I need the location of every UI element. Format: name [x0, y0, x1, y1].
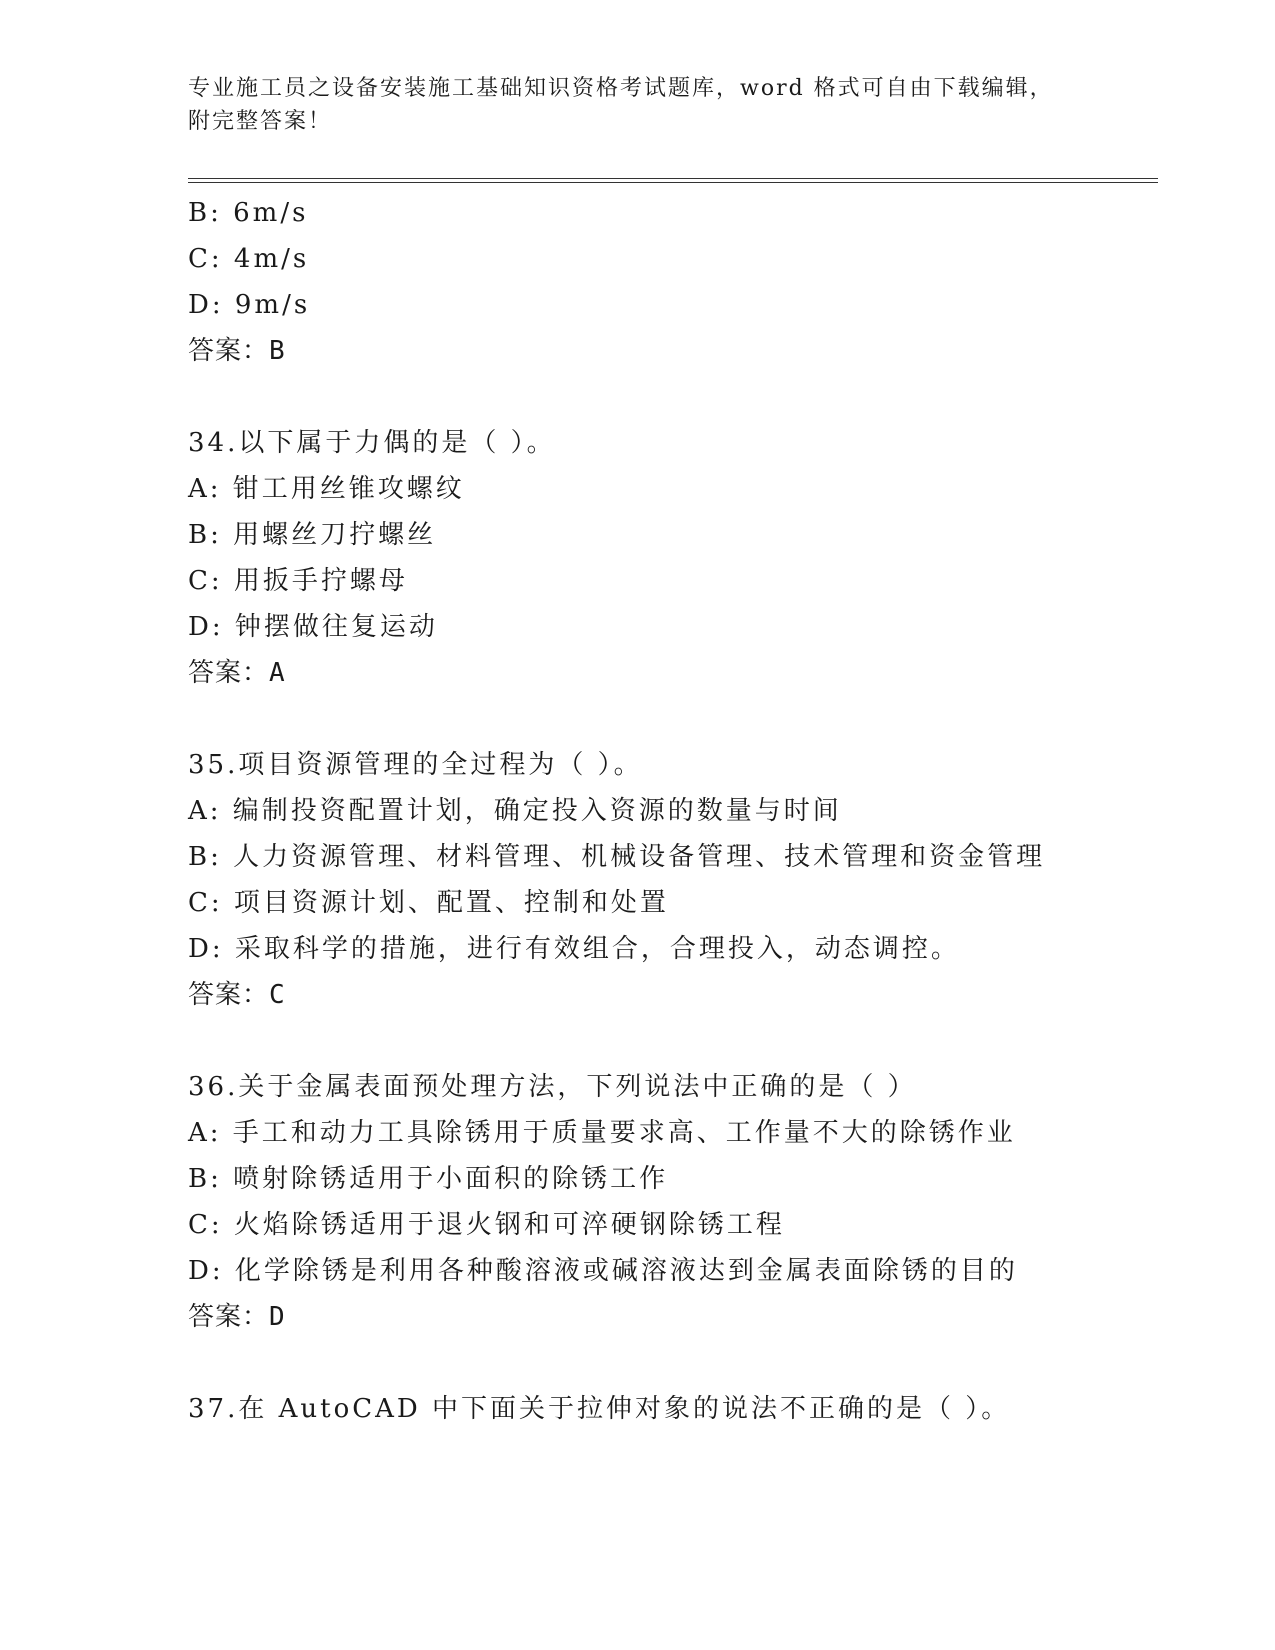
option-a: A: 钳工用丝锥攻螺纹: [188, 474, 465, 504]
answer-line: [188, 1294, 1188, 1340]
header-double-rule: [188, 178, 1158, 183]
option-c: C: 用扳手拧螺母: [188, 566, 408, 596]
question-stem: 35.项目资源管理的全过程为（ ）。: [188, 750, 643, 780]
answer-label: 答案：: [188, 658, 270, 688]
answer-line: [188, 972, 1188, 1018]
answer-value: B: [269, 336, 286, 366]
answer-value: D: [269, 1302, 286, 1332]
question-stem: 34.以下属于力偶的是（ ）。: [188, 428, 556, 458]
option-b: B: 喷射除锈适用于小面积的除锈工作: [188, 1164, 669, 1194]
question-37: [188, 1386, 1188, 1432]
answer-value: C: [269, 980, 286, 1010]
option-d: D: 化学除锈是利用各种酸溶液或碱溶液达到金属表面除锈的目的: [188, 1256, 1018, 1286]
answer-line: [188, 650, 1188, 696]
option-d: D: 钟摆做往复运动: [188, 612, 438, 642]
answer-label: 答案：: [188, 336, 270, 366]
option-a: A: 编制投资配置计划，确定投入资源的数量与时间: [188, 796, 842, 826]
document-body: [188, 190, 1188, 1432]
question-stem: 37.在 AutoCAD 中下面关于拉伸对象的说法不正确的是（ ）。: [188, 1394, 1011, 1424]
question-36: [188, 1064, 1188, 1340]
option-b: B: 6m/s: [188, 198, 309, 228]
option-c: C: 火焰除锈适用于退火钢和可淬硬钢除锈工程: [188, 1210, 785, 1240]
answer-line: [188, 328, 1188, 374]
answer-label: 答案：: [188, 1302, 270, 1332]
option-d: D: 采取科学的措施，进行有效组合，合理投入，动态调控。: [188, 934, 960, 964]
question-stem: 36.关于金属表面预处理方法，下列说法中正确的是（ ）: [188, 1072, 917, 1102]
answer-value: A: [269, 658, 286, 688]
header-line-1: 专业施工员之设备安装施工基础知识资格考试题库，word 格式可自由下载编辑，: [188, 76, 1054, 101]
option-c: C: 4m/s: [188, 244, 310, 274]
option-c: C: 项目资源计划、配置、控制和处置: [188, 888, 669, 918]
page-header: [188, 72, 1088, 138]
question-35: [188, 742, 1188, 1018]
option-b: B: 人力资源管理、材料管理、机械设备管理、技术管理和资金管理: [188, 842, 1046, 872]
option-a: A: 手工和动力工具除锈用于质量要求高、工作量不大的除锈作业: [188, 1118, 1016, 1148]
answer-label: 答案：: [188, 980, 270, 1010]
header-line-2: 附完整答案！: [188, 109, 333, 134]
option-b: B: 用螺丝刀拧螺丝: [188, 520, 437, 550]
question-fragment: [188, 190, 1188, 374]
question-34: [188, 420, 1188, 696]
option-d: D: 9m/s: [188, 290, 311, 320]
